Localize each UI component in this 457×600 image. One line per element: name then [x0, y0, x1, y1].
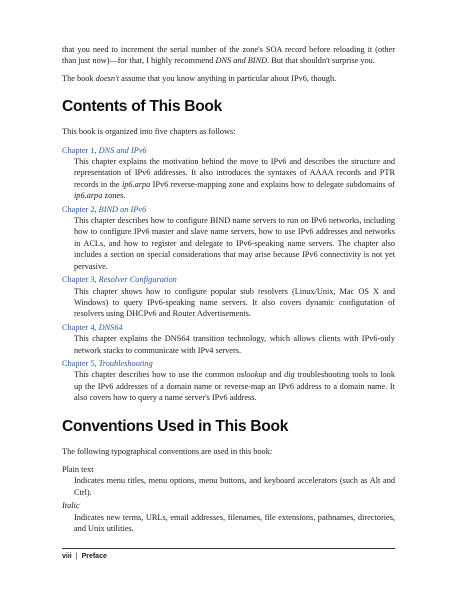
intro-paragraph-1	[62, 44, 395, 67]
text-run-italic: ip6.arpa	[121, 179, 151, 189]
chapter-description-1	[74, 156, 395, 202]
chapter-label-title: DNS64	[98, 322, 123, 332]
chapter-label-title: BIND on IPv6	[98, 204, 147, 214]
text-run: troubleshooting tools to look up the IPv6 addresses of a domain name or reverse-map an IPv6 address to a domain name. It also covers how to query a name server's IPv6 address.	[74, 370, 395, 403]
page-footer	[62, 548, 395, 560]
chapter-label-prefix: Chapter 5,	[62, 358, 99, 368]
text-run-italic: ip6.arpa	[74, 191, 103, 201]
text-run-italic: DNS and BIND	[215, 56, 268, 66]
chapter-label-prefix: Chapter 1,	[62, 145, 99, 155]
contents-heading: Contents of This Book	[62, 98, 223, 116]
chapter-description-4	[74, 333, 395, 356]
intro-paragraph-2	[62, 73, 395, 84]
text-run: assume that you know anything in particular about IPv6, though.	[119, 73, 337, 83]
chapter-link-5[interactable]	[62, 358, 395, 369]
conventions-heading: Conventions Used in This Book	[62, 417, 289, 435]
chapter-description-2	[74, 215, 395, 272]
chapter-list	[62, 145, 395, 404]
footer-section: Preface	[81, 553, 107, 560]
page-body	[62, 44, 395, 536]
chapter-label-prefix: Chapter 2,	[62, 204, 99, 214]
text-run: IPv6 reverse-mapping zone and explains how to delegate subdomains of	[150, 179, 396, 189]
text-run: The book	[62, 73, 96, 83]
chapter-link-2[interactable]	[62, 204, 395, 215]
chapter-description-5	[74, 369, 395, 403]
convention-description-1: Indicates menu titles, menu options, menu buttons, and keyboard accelerators (such as Alt and Ctrl).	[74, 476, 395, 497]
text-run: zones.	[102, 191, 126, 201]
footer-separator: |	[75, 553, 78, 560]
chapter-description-3	[74, 286, 395, 320]
chapter-label-prefix: Chapter 4,	[62, 322, 99, 332]
page-number: viii	[62, 553, 72, 560]
text-run: This chapter explains the motivation behind the move to IPv6 and describes the structure and representation of IPv6 addresses. It also introduces the syntaxes of AAAA records and PTR records in the	[74, 157, 395, 189]
text-run: and	[266, 370, 285, 380]
chapter-link-1[interactable]	[62, 145, 395, 156]
convention-term-1: Plain text	[62, 464, 94, 474]
text-run: This chapter describes how to configure BIND name servers to run on IPv6 networks, including how to configure IPv6 master and slave name servers, how to use IPv6 addresses and networks in ACLs, and how to register and delegate to IPv6-speaking name servers. The chapter also includes a section on special considerations that may arise because IPv6 connectivity is not yet pervasive.	[74, 216, 395, 271]
contents-intro: This book is organized into five chapters as follows:	[62, 127, 236, 137]
chapter-label-title: Troubleshooting	[98, 358, 153, 368]
text-run: . But that shouldn't surprise you.	[267, 56, 375, 66]
chapter-label-prefix: Chapter 3,	[62, 275, 99, 285]
text-run: This chapter explains the DNS64 transition technology, which allows clients with IPv6-only network stacks to communicate with IPv4 servers.	[74, 334, 395, 355]
convention-term-2: Italic	[62, 501, 80, 511]
text-run-italic: doesn't	[95, 73, 120, 83]
chapter-link-4[interactable]	[62, 322, 395, 333]
chapter-link-3[interactable]	[62, 274, 395, 285]
chapter-label-title: DNS and IPv6	[98, 145, 147, 155]
convention-description-2: Indicates new terms, URLs, email addresses, filenames, file extensions, pathnames, directories, and Unix utilities.	[74, 512, 395, 533]
text-run: This chapter describes how to use the common	[74, 370, 237, 380]
text-run: This chapter shows how to configure popular stub resolvers (Linux/Unix, Mac OS X and Windows) to query IPv6-speaking name servers. It also covers dynamic configuration of resolvers using DHCPv6 and Router Advertisements.	[74, 286, 395, 319]
conventions-intro: The following typographical conventions are used in this book:	[62, 446, 273, 456]
text-run-italic: dig	[284, 370, 295, 380]
conventions-list	[62, 464, 395, 534]
text-run-italic: nslookup	[236, 370, 267, 380]
text-run: that you need to increment the serial number of the zone's SOA record before reloading it (other than just now)—for that, I highly recommend	[62, 45, 395, 66]
chapter-label-title: Resolver Configuration	[98, 275, 177, 285]
